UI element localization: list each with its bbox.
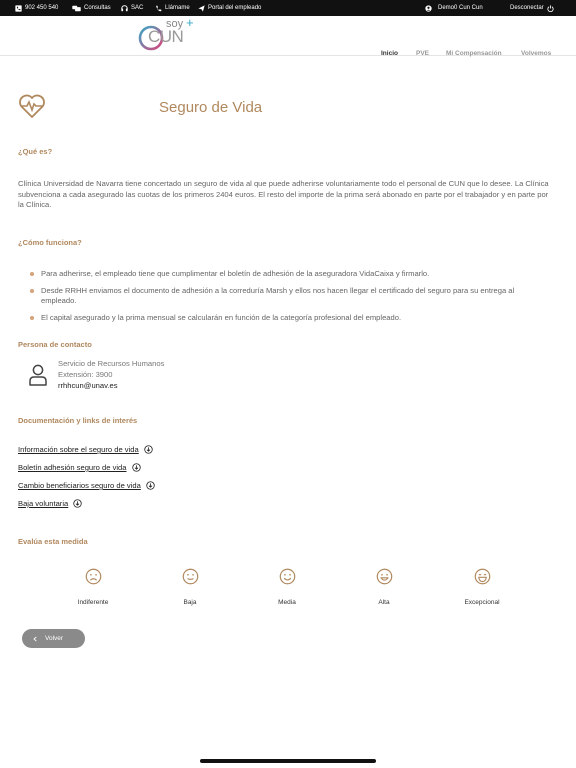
user-icon [425,5,432,12]
home-indicator [200,759,376,763]
power-icon [547,5,554,12]
docs-heading: Documentación y links de interés [18,416,138,425]
download-circle-icon [73,499,82,508]
page-title: Seguro de Vida [159,99,263,116]
como-funciona-heading: ¿Cómo funciona? [18,238,82,247]
consultas-link[interactable] [72,5,111,12]
list-item: Para adherirse, el empleado tiene que cumplimentar el boletín de adhesión de la aseguradora VidaCaixa y firmarlo. [30,269,550,279]
happy-face-icon [376,568,393,585]
rating-label: Media [278,599,296,606]
rating-label: Baja [183,599,197,606]
que-es-heading: ¿Qué es? [18,147,53,156]
heart-pulse-icon [18,93,46,119]
contact-email[interactable]: rrhhcun@unav.es [58,381,118,390]
rating-label: Indiferente [77,599,109,606]
smile-icon [279,568,296,585]
chevron-left-icon [33,636,37,642]
doc-link-boletin[interactable] [18,463,141,472]
logout-label: Desconectar [510,5,544,11]
rating-label: Excepcional [464,599,500,606]
phone-call-icon [155,5,162,12]
que-es-text: Clínica Universidad de Navarra tiene concertado un seguro de vida al que puede adherirse voluntariamente todo el personal de CUN que lo desee. La Clínica subvenciona a cada asegurado las cuotas de los primeros 2404 euros. El resto del importe de la prima será abonado en parte por el trabajador y en parte por la Clínica. [18,179,549,209]
doc-link-beneficiarios[interactable] [18,481,155,490]
slight-smile-icon [182,568,199,585]
nav-pve[interactable]: PVE [416,50,430,57]
list-item: El capital asegurado y la prima mensual se calcularán en función de la categoría profesional del empleado. [30,313,550,323]
llamame-link[interactable] [155,5,190,12]
rating-media[interactable] [257,568,317,606]
phone-link[interactable] [15,5,58,12]
phone-number: 902 450 540 [25,5,59,11]
user-name: Demo0 Cun Cun [438,5,483,11]
logout-button[interactable] [510,5,554,12]
consultas-label: Consultas [84,5,111,11]
logo-cun: CUN [148,27,184,46]
doc-link-info[interactable] [18,445,153,454]
portal-link[interactable] [198,5,261,12]
download-circle-icon [144,445,153,454]
list-item: Desde RRHH enviamos el documento de adhesión a la correduría Marsh y ellos nos hacen llegar el certificado del seguro para su entrega al empleado. [30,286,550,305]
back-button[interactable] [22,629,85,648]
grin-icon [474,568,491,585]
soy-cun-logo[interactable] [138,15,198,53]
logo-plus: + [186,15,194,30]
portal-label: Portal del empleado [208,5,262,11]
back-label: Volver [45,635,64,642]
rating-alta[interactable] [354,568,414,606]
contact-extension: Extensión: 3900 [58,370,113,379]
sac-link[interactable] [121,5,143,12]
logo-soy: soy [166,18,184,30]
contacto-heading: Persona de contacto [18,340,92,349]
download-circle-icon [132,463,141,472]
rating-excepcional[interactable] [452,568,512,606]
phone-icon [15,5,22,12]
sad-face-icon [85,568,102,585]
nav-volvemos[interactable]: Volvemos [521,50,552,57]
download-circle-icon [146,481,155,490]
send-icon [198,5,205,12]
nav-compensacion[interactable]: Mi Compensación [446,50,502,57]
user-menu[interactable] [425,5,483,12]
nav-inicio[interactable]: Inicio [381,50,398,57]
doc-link-label: Baja voluntaria [18,499,69,508]
doc-link-label: Información sobre el seguro de vida [18,445,139,454]
top-bar [0,0,576,16]
site-header [0,16,576,56]
chat-icon [72,5,81,12]
doc-link-label: Boletín adhesión seguro de vida [18,463,127,472]
headset-icon [121,5,128,12]
person-icon [28,364,48,386]
sac-label: SAC [131,5,144,11]
rating-baja[interactable] [160,568,220,606]
rating-indiferente[interactable] [63,568,123,606]
llamame-label: Llámame [165,5,190,11]
rating-label: Alta [378,599,390,606]
evalua-heading: Evalúa esta medida [18,537,88,546]
doc-link-label: Cambio beneficiarios seguro de vida [18,481,141,490]
doc-link-baja[interactable] [18,499,82,508]
contact-name: Servicio de Recursos Humanos [58,359,165,368]
